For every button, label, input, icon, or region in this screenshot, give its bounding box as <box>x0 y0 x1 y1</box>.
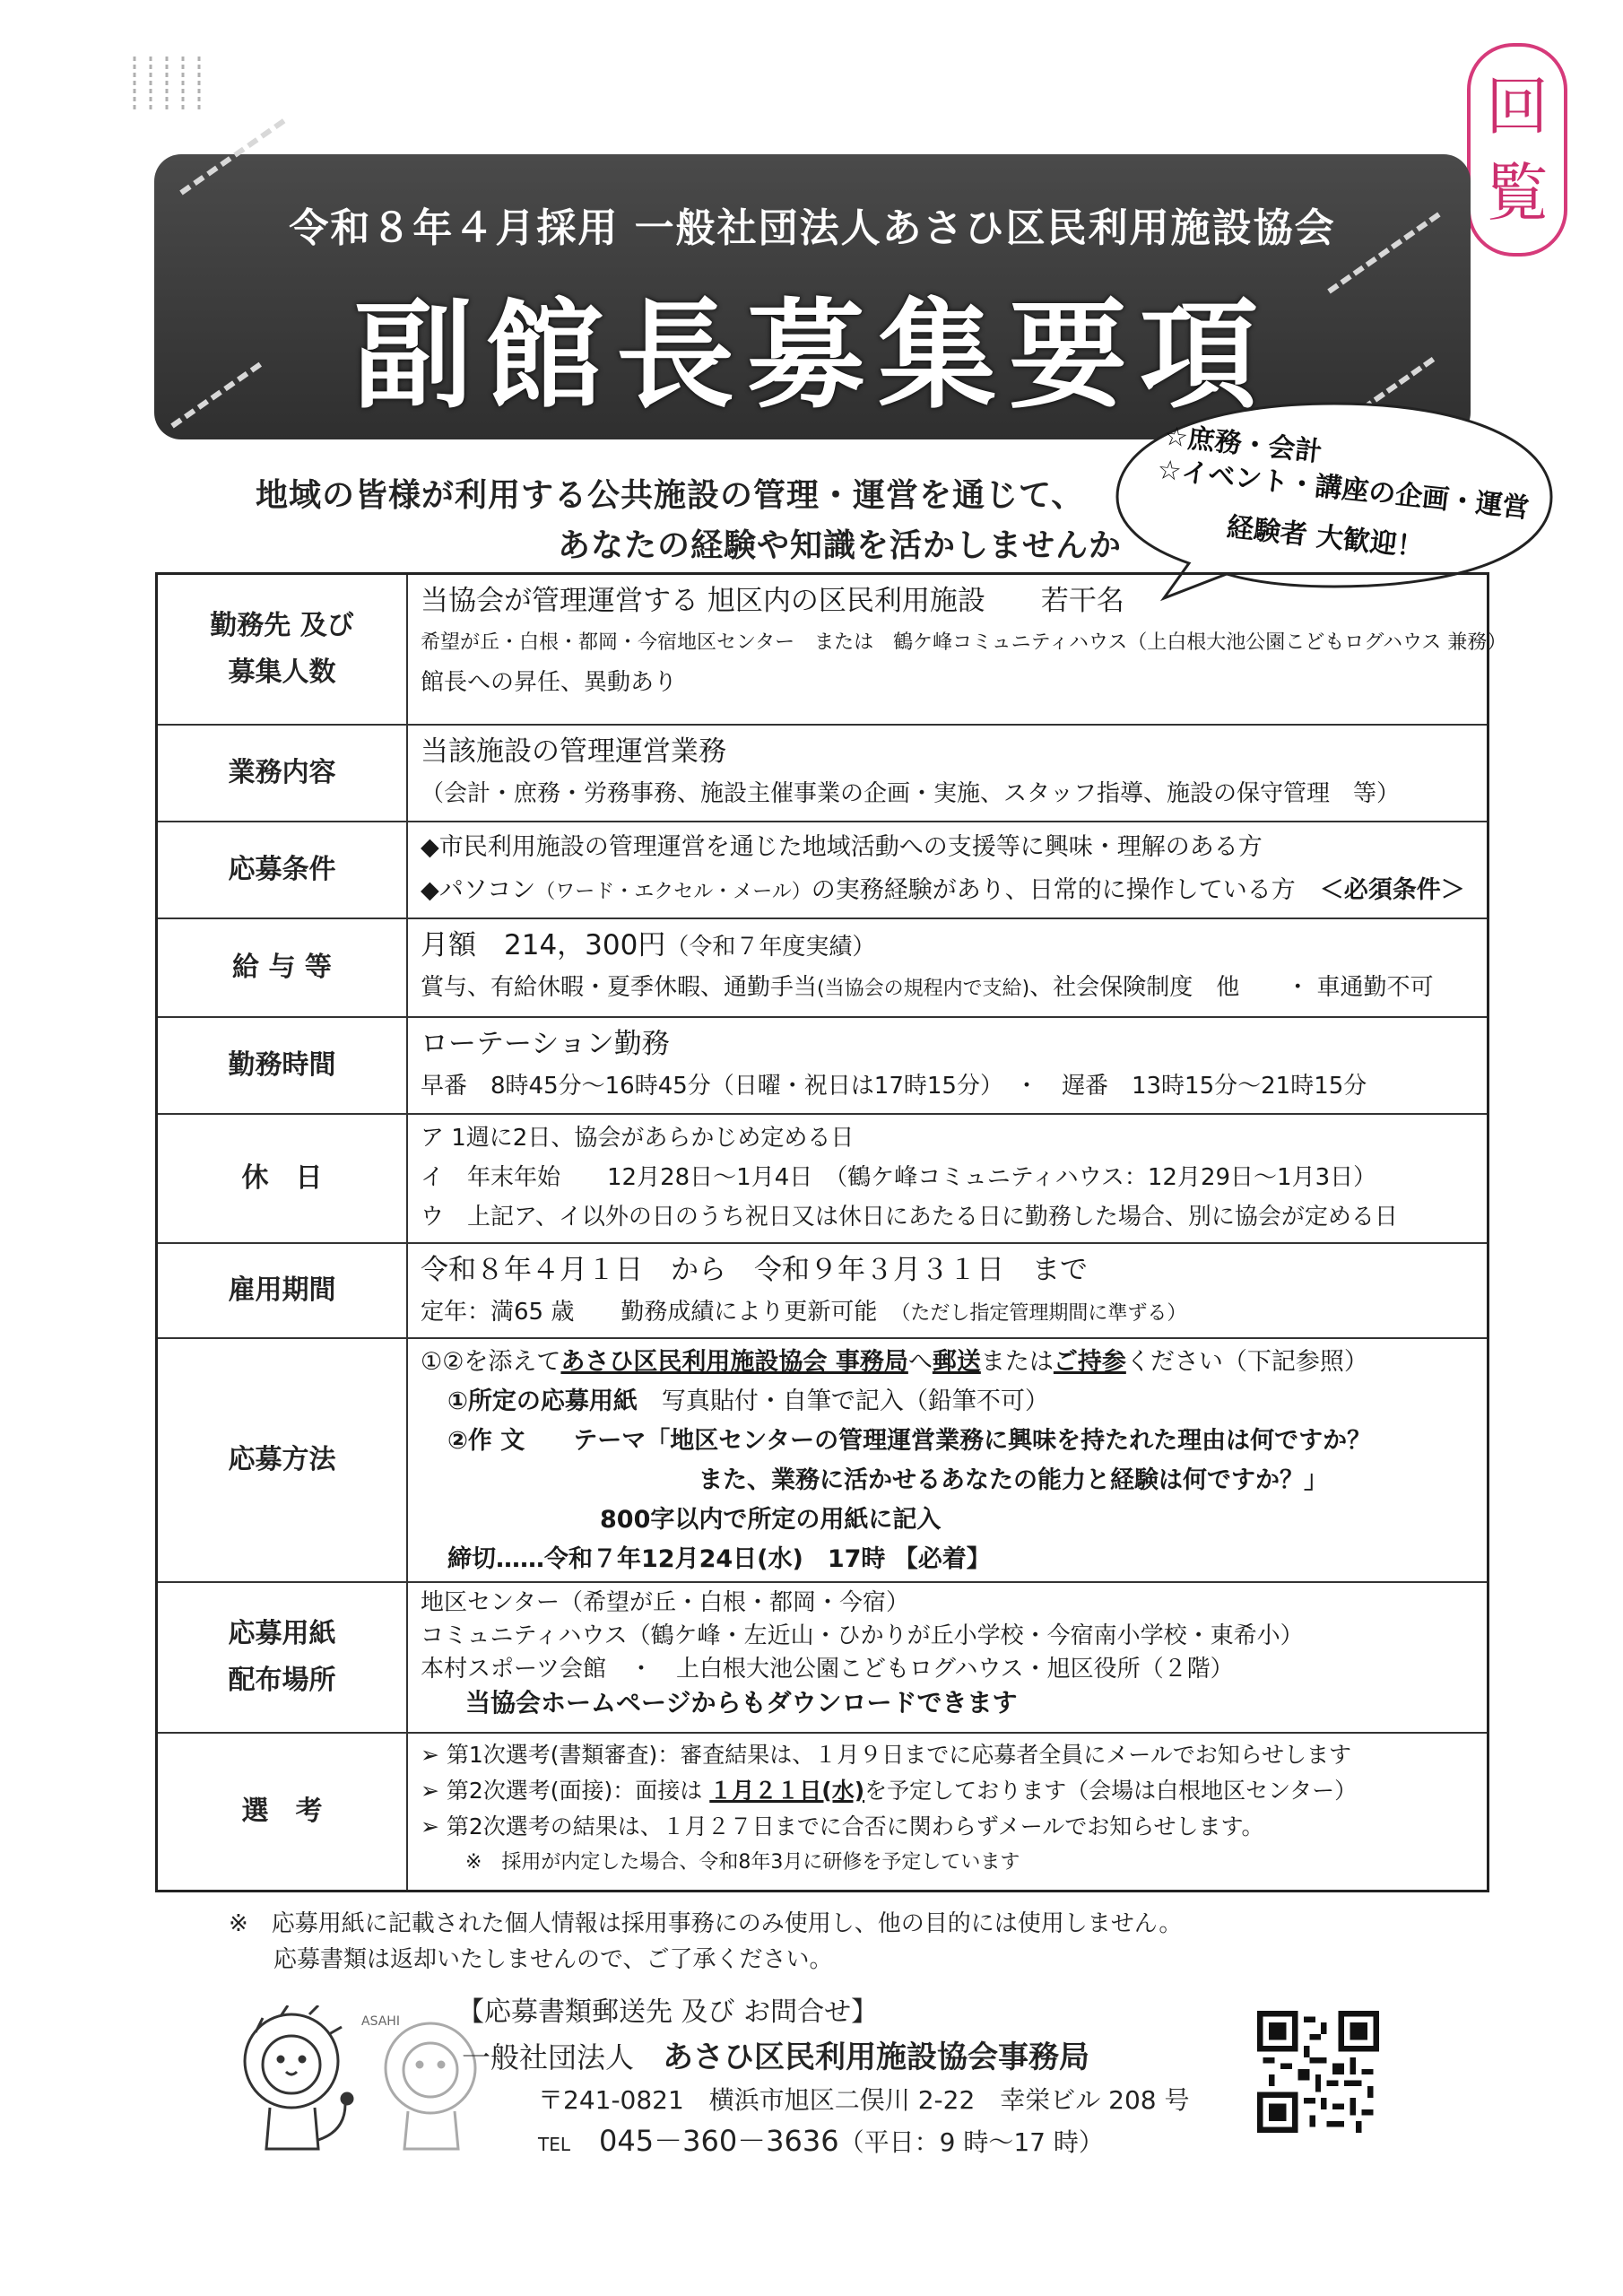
row-workplace <box>158 575 1507 724</box>
privacy-note-1: ※ 応募用紙に記載された個人情報は採用事務にのみ使用し、他の目的には使用しません。 <box>229 1910 1183 1937</box>
content-method: ①②を添えてあさひ区民利用施設協会 事務局へ郵送またはご持参ください（下記参照） ①所定の応募用紙 写真貼付・自筆で記入（鉛筆不可） ②作 文 テーマ「地区センターの管理運営業務に興味を持たれた理由は何ですか？ また、業務に活かせるあなたの能力と経験は何ですか？」 800字以内で所定の用紙に記入 締切……令和７年12月24日(水) 17時 【必着】 <box>421 1348 1372 1573</box>
row-holidays <box>158 1113 1487 1242</box>
intro-line-1: 地域の皆様が利用する公共施設の管理・運営を通じて、 <box>256 477 1085 514</box>
bubble-line-1: ☆庶務・会計 <box>1162 420 1324 469</box>
contact-address: 〒241-0821 横浜市旭区二俣川 2-22 幸栄ビル 208 号 <box>538 2085 1190 2115</box>
label-duties: 業務内容 <box>158 726 408 821</box>
content-salary: 月額 214，300円（令和７年度実績） 賞与、有給休暇・夏季休暇、通勤手当(当協会の規程内で支給)、社会保険制度 他 ・ 車通勤不可 <box>421 929 1434 1001</box>
content-duties: 当該施設の管理運営業務 （会計・庶務・労務事務、施設主催事業の企画・実施、スタッフ指導、施設の保守管理 等） <box>421 735 1401 807</box>
row-selection <box>158 1732 1487 1890</box>
label-workplace: 勤務先 及び 募集人数 <box>158 575 408 724</box>
label-conditions: 応募条件 <box>158 822 408 918</box>
row-period <box>158 1242 1487 1337</box>
bubble-line-3: 経験者 大歓迎！ <box>1225 511 1426 564</box>
workplace-note: 館長への昇任、異動あり <box>421 669 678 696</box>
label-forms: 応募用紙 配布場所 <box>158 1583 408 1732</box>
contact-org: 一般社団法人 あさひ区民利用施設協会事務局 <box>462 2039 1090 2075</box>
label-hours: 勤務時間 <box>158 1018 408 1113</box>
row-salary <box>158 918 1487 1016</box>
kairan-stamp <box>1467 43 1567 257</box>
label-selection: 選 考 <box>158 1734 408 1890</box>
content-selection: ➢ 第1次選考(書類審査)：審査結果は、１月９日までに応募者全員にメールでお知らせします ➢ 第2次選考(面接)：面接は １月２１日(水)を予定しております（会場は白根地区センター） ➢ 第2次選考の結果は、１月２７日までに合否に関わらずメールでお知らせします。 ※ 採用が内定した場合、令和8年3月に研修を予定しています <box>421 1742 1358 1874</box>
label-period: 雇用期間 <box>158 1244 408 1337</box>
content-forms: 地区センター（希望が丘・白根・都岡・今宿） コミュニティハウス（鶴ケ峰・左近山・ひかりが丘小学校・今宿南小学校・東希小） 本村スポーツ会館 ・ 上白根大池公園こどもログハウス・旭区役所（２階） 当協会ホームページからもダウンロードできます <box>421 1589 1304 1718</box>
row-conditions <box>158 821 1487 918</box>
mascot-label: ASAHI <box>361 2014 400 2029</box>
stamp-char-2: 覧 <box>1486 156 1549 230</box>
header-subtitle: 令和８年４月採用 一般社団法人あさひ区民利用施設協会 <box>289 205 1336 251</box>
tick-marks <box>127 52 208 115</box>
content-holidays: ア 1週に2日、協会があらかじめ定める日 イ 年末年始 12月28日～1月4日 （鶴ケ峰コミュニティハウス：12月29日～1月3日） ウ 上記ア、イ以外の日のうち祝日又は休日にあたる日に勤務した場合、別に協会が定める日 <box>421 1125 1398 1231</box>
bubble-line-2: ☆イベント・講座の企画・運営 <box>1155 454 1532 525</box>
qr-code-icon <box>1257 2011 1379 2133</box>
content-workplace <box>408 575 1519 724</box>
recruitment-table <box>155 572 1507 1892</box>
workplace-main: 当協会が管理運営する 旭区内の区民利用施設 若干名 <box>421 585 1124 617</box>
content-hours: ローテーション勤務 早番 8時45分～16時45分（日曜・祝日は17時15分） ・ 遅番 13時15分～21時15分 <box>421 1028 1367 1100</box>
row-hours <box>158 1016 1487 1113</box>
privacy-note-2: 応募書類は返却いたしませんので、ご了承ください。 <box>273 1946 833 1973</box>
row-forms <box>158 1581 1487 1732</box>
row-method <box>158 1337 1487 1581</box>
label-method: 応募方法 <box>158 1339 408 1581</box>
intro-line-2: あなたの経験や知識を活かしませんか <box>558 527 1123 564</box>
content-conditions: ◆市民利用施設の管理運営を通じた地域活動への支援等に興味・理解のある方 ◆パソコン（ワード・エクセル・メール）の実務経験があり、日常的に操作している方 ＜必須条件＞ <box>421 833 1465 904</box>
label-holidays: 休 日 <box>158 1115 408 1242</box>
row-duties <box>158 724 1487 821</box>
contact-heading: 【応募書類郵送先 及び お問合せ】 <box>457 1996 879 2028</box>
label-salary: 給 与 等 <box>158 919 408 1016</box>
contact-tel: TEL 045－360－3636（平日：9 時～17 時） <box>538 2124 1104 2158</box>
page-title: 副館長募集要項 <box>354 287 1271 425</box>
content-period: 令和８年４月１日 から 令和９年３月３１日 まで 定年：満65 歳 勤務成績により更新可能 （ただし指定管理期間に準ずる） <box>421 1254 1187 1326</box>
workplace-sub: 希望が丘・白根・都岡・今宿地区センター または 鶴ケ峰コミュニティハウス（上白根大池公園こどもログハウス 兼務） <box>421 631 1507 654</box>
stamp-char-1: 回 <box>1486 70 1549 144</box>
